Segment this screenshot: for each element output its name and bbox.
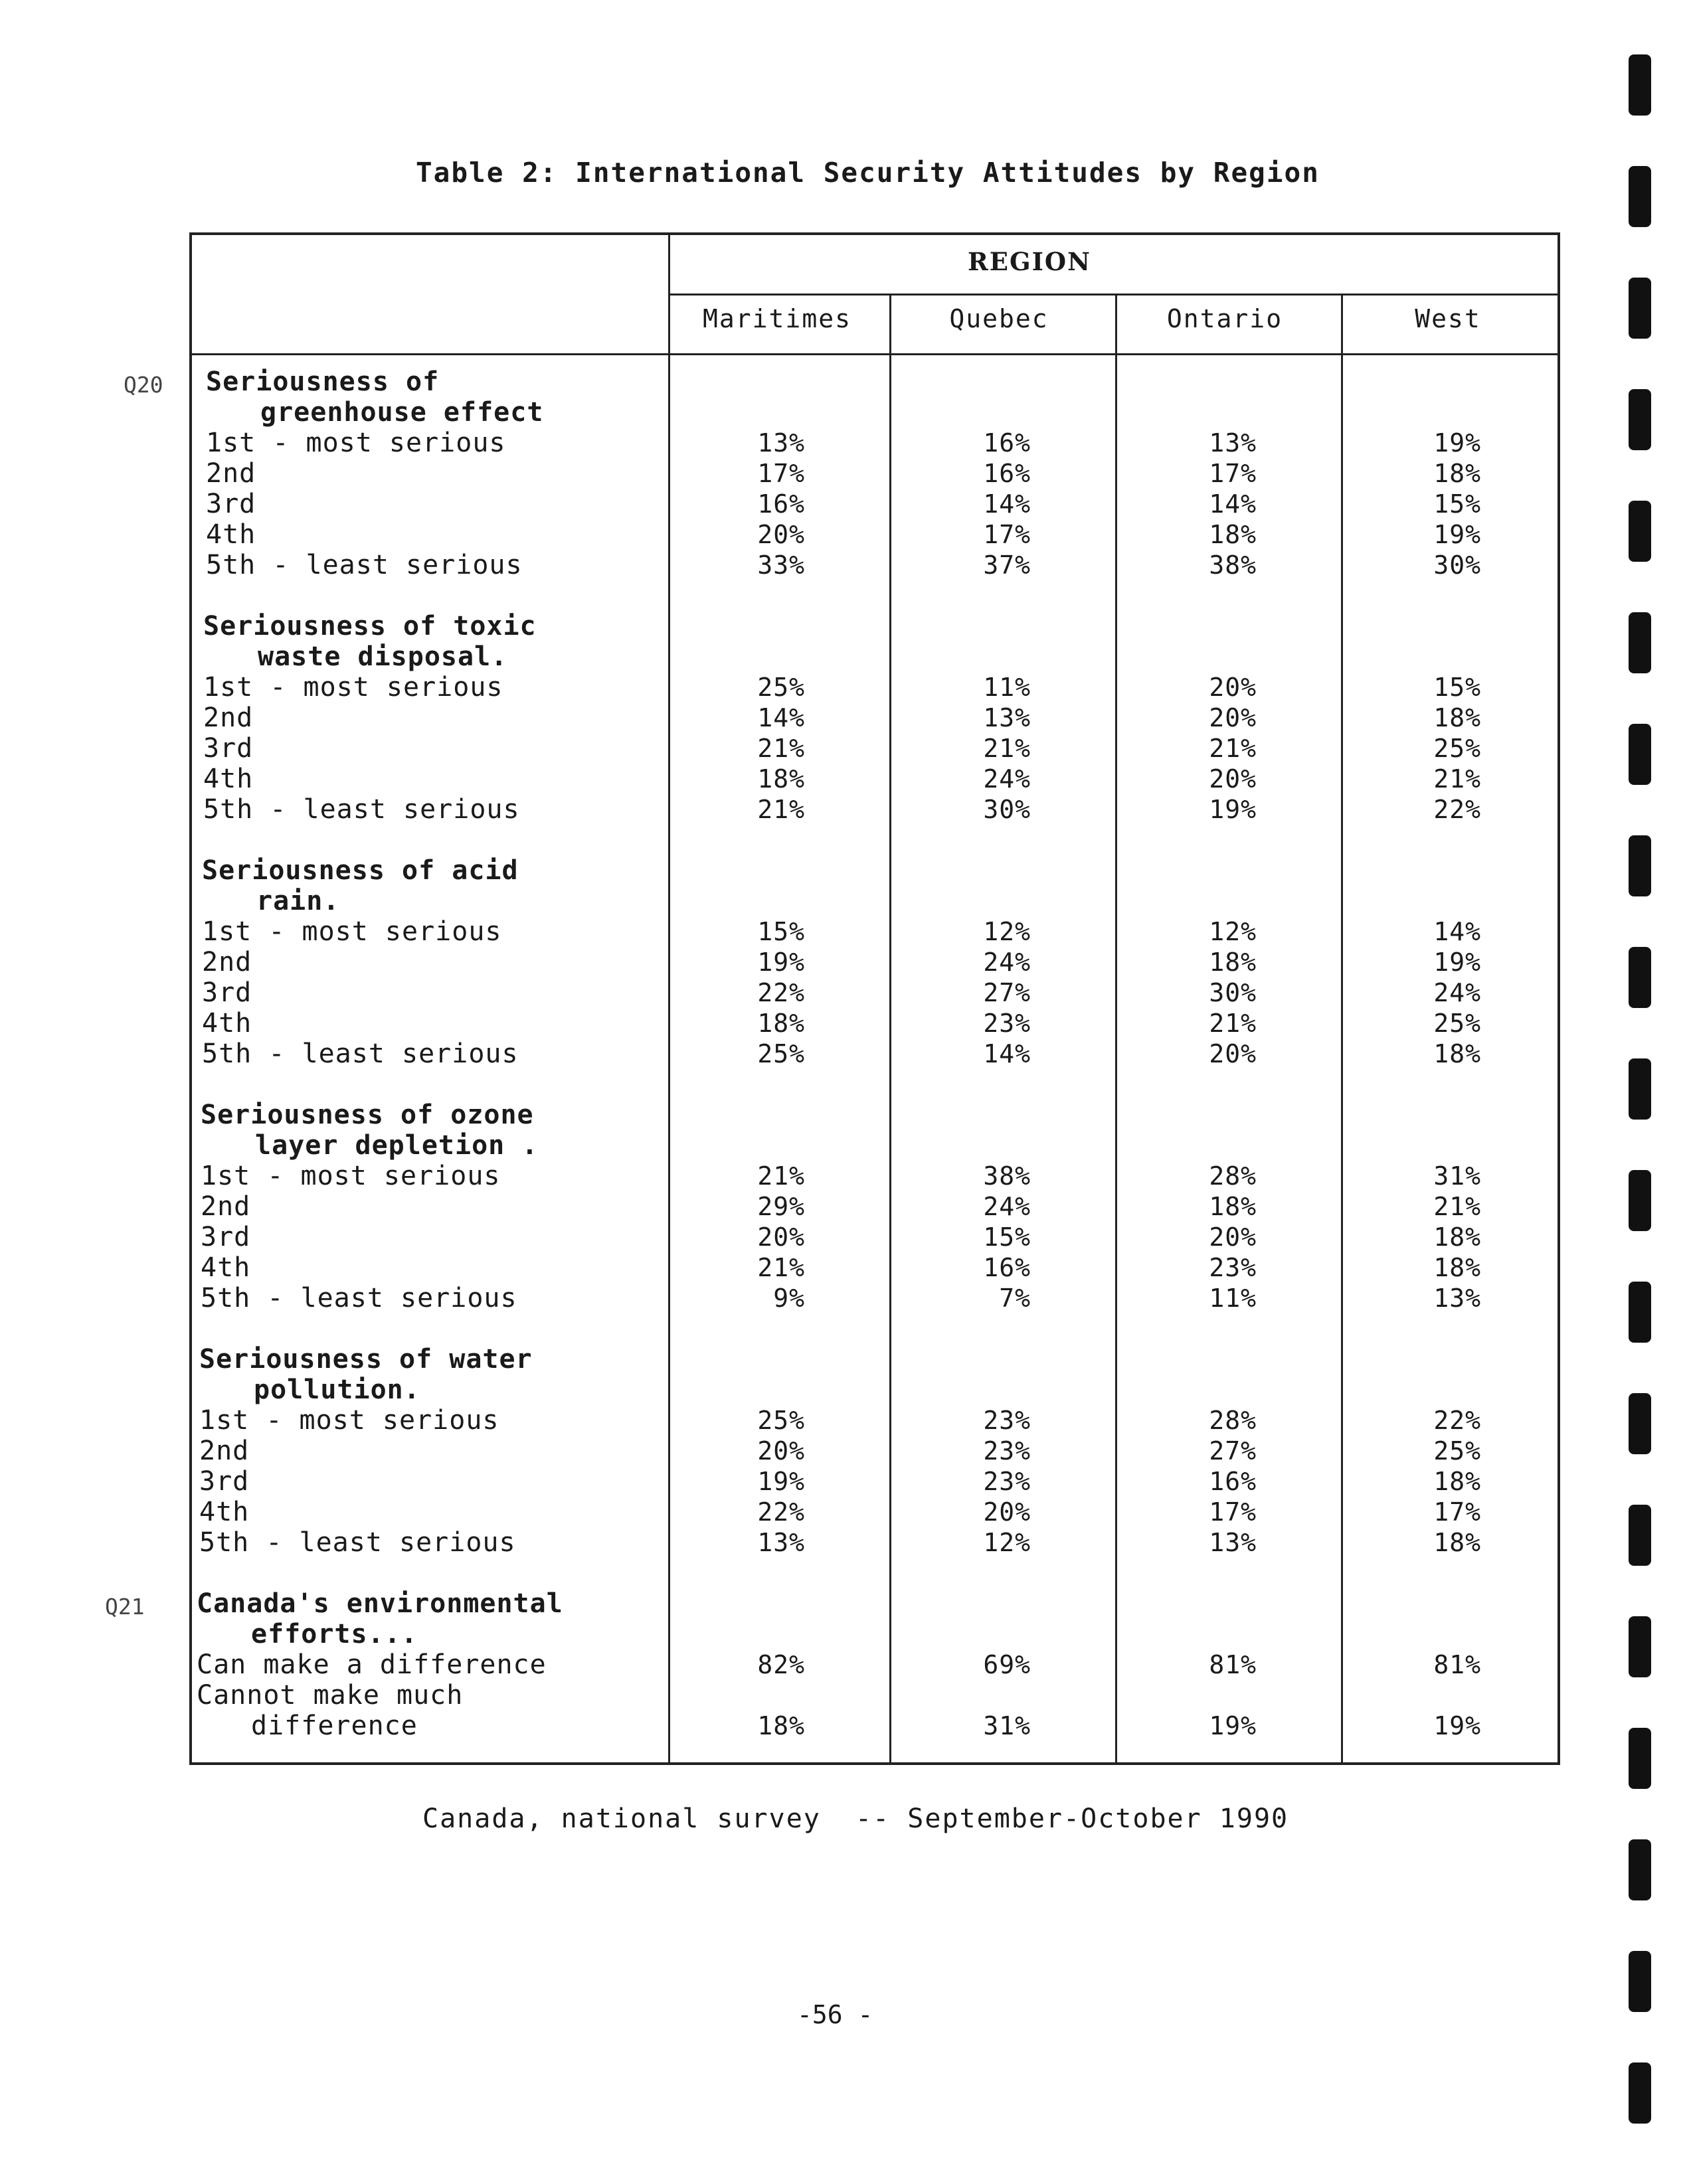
row-label: 2nd bbox=[206, 458, 256, 489]
table-cell-ontario: 20% bbox=[1209, 1039, 1257, 1068]
table-cell-quebec: 16% bbox=[983, 1253, 1031, 1282]
section-heading-continued: efforts... bbox=[251, 1619, 418, 1649]
table-cell-west: 22% bbox=[1433, 795, 1481, 824]
table-cell-maritimes: 21% bbox=[757, 734, 805, 763]
col-divider-2 bbox=[1115, 294, 1117, 1762]
row-label: Cannot make much bbox=[197, 1680, 464, 1711]
question-code: Q21 bbox=[105, 1594, 145, 1620]
table-cell-ontario: 21% bbox=[1209, 1009, 1257, 1038]
table-cell-quebec: 37% bbox=[983, 550, 1031, 580]
region-group-header: REGION bbox=[968, 247, 1091, 276]
table-cell-maritimes: 14% bbox=[757, 703, 805, 732]
table-cell-west: 24% bbox=[1433, 978, 1481, 1007]
table-cell-quebec: 69% bbox=[983, 1650, 1031, 1679]
table-cell-maritimes: 22% bbox=[757, 1497, 805, 1527]
column-header-west: West bbox=[1415, 304, 1481, 333]
table-cell-quebec: 30% bbox=[983, 795, 1031, 824]
table-cell-west: 21% bbox=[1433, 764, 1481, 794]
table-cell-maritimes: 13% bbox=[757, 1528, 805, 1557]
row-header-divider bbox=[668, 235, 670, 1762]
section-heading: Seriousness of acid bbox=[202, 855, 519, 886]
row-label: 4th bbox=[199, 1497, 250, 1527]
table-cell-maritimes: 17% bbox=[757, 459, 805, 488]
binder-hole-mark bbox=[1629, 389, 1651, 450]
table-cell-quebec: 24% bbox=[983, 1192, 1031, 1221]
table-cell-ontario: 17% bbox=[1209, 459, 1257, 488]
table-cell-west: 18% bbox=[1433, 1039, 1481, 1068]
row-label: 4th bbox=[201, 1252, 251, 1283]
table-cell-maritimes: 18% bbox=[757, 764, 805, 794]
table-cell-maritimes: 19% bbox=[757, 948, 805, 977]
binder-hole-mark bbox=[1629, 1393, 1651, 1454]
table-cell-ontario: 81% bbox=[1209, 1650, 1257, 1679]
table-cell-west: 25% bbox=[1433, 1436, 1481, 1466]
binder-hole-mark bbox=[1629, 1728, 1651, 1789]
section-heading-continued: layer depletion . bbox=[255, 1130, 539, 1161]
table-cell-west: 13% bbox=[1433, 1284, 1481, 1313]
table-cell-ontario: 20% bbox=[1209, 703, 1257, 732]
binder-hole-mark bbox=[1629, 166, 1651, 227]
row-label: 3rd bbox=[202, 977, 252, 1008]
table-cell-ontario: 11% bbox=[1209, 1284, 1257, 1313]
binder-hole-mark bbox=[1629, 612, 1651, 673]
table-cell-ontario: 17% bbox=[1209, 1497, 1257, 1527]
row-label: difference bbox=[251, 1711, 418, 1741]
table-cell-maritimes: 25% bbox=[757, 673, 805, 702]
table-cell-ontario: 21% bbox=[1209, 734, 1257, 763]
table-cell-west: 18% bbox=[1433, 1528, 1481, 1557]
table-cell-maritimes: 20% bbox=[757, 1436, 805, 1466]
table-cell-maritimes: 15% bbox=[757, 917, 805, 946]
binder-hole-mark bbox=[1629, 1170, 1651, 1231]
table-cell-quebec: 15% bbox=[983, 1222, 1031, 1252]
table-cell-quebec: 17% bbox=[983, 520, 1031, 549]
table-cell-quebec: 11% bbox=[983, 673, 1031, 702]
table-cell-west: 17% bbox=[1433, 1497, 1481, 1527]
table-cell-maritimes: 13% bbox=[757, 428, 805, 458]
table-cell-quebec: 16% bbox=[983, 428, 1031, 458]
table-cell-ontario: 16% bbox=[1209, 1467, 1257, 1496]
row-label: 4th bbox=[206, 519, 256, 550]
row-label: 5th - least serious bbox=[203, 794, 520, 825]
table-cell-west: 25% bbox=[1433, 1009, 1481, 1038]
table-cell-west: 19% bbox=[1433, 1711, 1481, 1740]
row-label: 4th bbox=[203, 764, 254, 794]
section-heading: Canada's environmental bbox=[197, 1588, 563, 1619]
table-cell-ontario: 23% bbox=[1209, 1253, 1257, 1282]
table-cell-ontario: 30% bbox=[1209, 978, 1257, 1007]
table-cell-ontario: 13% bbox=[1209, 1528, 1257, 1557]
table-cell-west: 15% bbox=[1433, 489, 1481, 519]
section-heading-continued: pollution. bbox=[254, 1375, 420, 1405]
table-cell-maritimes: 9% bbox=[773, 1284, 805, 1313]
table-cell-maritimes: 20% bbox=[757, 1222, 805, 1252]
table-cell-maritimes: 21% bbox=[757, 795, 805, 824]
table-cell-maritimes: 82% bbox=[757, 1650, 805, 1679]
column-header-ontario: Ontario bbox=[1166, 304, 1283, 333]
table-cell-quebec: 27% bbox=[983, 978, 1031, 1007]
question-code: Q20 bbox=[124, 372, 163, 398]
binder-hole-mark bbox=[1629, 1616, 1651, 1677]
table-cell-quebec: 7% bbox=[999, 1284, 1031, 1313]
table-cell-maritimes: 33% bbox=[757, 550, 805, 580]
table-cell-quebec: 31% bbox=[983, 1711, 1031, 1740]
row-label: 1st - most serious bbox=[206, 428, 506, 458]
section-heading: Seriousness of bbox=[206, 367, 440, 397]
table-cell-ontario: 28% bbox=[1209, 1406, 1257, 1435]
table-cell-quebec: 24% bbox=[983, 948, 1031, 977]
binder-hole-mark bbox=[1629, 501, 1651, 562]
row-label: 2nd bbox=[199, 1436, 250, 1466]
table-cell-west: 19% bbox=[1433, 520, 1481, 549]
row-label: 2nd bbox=[201, 1191, 251, 1222]
row-label: 1st - most serious bbox=[201, 1161, 501, 1191]
table-cell-west: 25% bbox=[1433, 734, 1481, 763]
table-cell-ontario: 13% bbox=[1209, 428, 1257, 458]
row-label: 5th - least serious bbox=[202, 1039, 519, 1069]
section-heading: Seriousness of toxic bbox=[203, 611, 537, 641]
table-cell-maritimes: 29% bbox=[757, 1192, 805, 1221]
column-header-maritimes: Maritimes bbox=[703, 304, 851, 333]
table-cell-ontario: 18% bbox=[1209, 948, 1257, 977]
header-rule bbox=[192, 353, 1558, 355]
table-cell-quebec: 12% bbox=[983, 917, 1031, 946]
table-cell-ontario: 19% bbox=[1209, 795, 1257, 824]
table-cell-ontario: 27% bbox=[1209, 1436, 1257, 1466]
row-label: 3rd bbox=[201, 1222, 251, 1252]
table-cell-maritimes: 25% bbox=[757, 1039, 805, 1068]
table-cell-maritimes: 25% bbox=[757, 1406, 805, 1435]
table-cell-maritimes: 21% bbox=[757, 1161, 805, 1191]
group-header-rule bbox=[668, 294, 1558, 295]
table-cell-maritimes: 20% bbox=[757, 520, 805, 549]
table-cell-quebec: 21% bbox=[983, 734, 1031, 763]
table-cell-west: 18% bbox=[1433, 703, 1481, 732]
table-cell-quebec: 24% bbox=[983, 764, 1031, 794]
row-label: 3rd bbox=[206, 489, 256, 519]
binder-hole-mark bbox=[1629, 1839, 1651, 1900]
table-cell-west: 18% bbox=[1433, 1467, 1481, 1496]
table-cell-ontario: 12% bbox=[1209, 917, 1257, 946]
binder-hole-mark bbox=[1629, 1282, 1651, 1343]
table-cell-maritimes: 16% bbox=[757, 489, 805, 519]
table-cell-maritimes: 21% bbox=[757, 1253, 805, 1282]
section-heading: Seriousness of water bbox=[199, 1344, 533, 1375]
binder-hole-mark bbox=[1629, 724, 1651, 785]
binder-hole-mark bbox=[1629, 2062, 1651, 2124]
binder-hole-mark bbox=[1629, 1505, 1651, 1566]
row-label: Can make a difference bbox=[197, 1649, 547, 1680]
table-cell-quebec: 14% bbox=[983, 1039, 1031, 1068]
table-cell-quebec: 13% bbox=[983, 703, 1031, 732]
table-cell-maritimes: 22% bbox=[757, 978, 805, 1007]
row-label: 2nd bbox=[203, 703, 254, 733]
section-heading-continued: greenhouse effect bbox=[260, 397, 544, 428]
table-cell-west: 81% bbox=[1433, 1650, 1481, 1679]
binder-hole-mark bbox=[1629, 1951, 1651, 2012]
table-cell-ontario: 18% bbox=[1209, 520, 1257, 549]
row-label: 5th - least serious bbox=[199, 1527, 516, 1558]
row-label: 1st - most serious bbox=[199, 1405, 499, 1436]
table-cell-ontario: 20% bbox=[1209, 1222, 1257, 1252]
row-label: 3rd bbox=[199, 1466, 250, 1497]
binder-hole-mark bbox=[1629, 947, 1651, 1008]
row-label: 1st - most serious bbox=[202, 916, 502, 947]
table-cell-west: 19% bbox=[1433, 948, 1481, 977]
table-cell-quebec: 16% bbox=[983, 459, 1031, 488]
table-cell-west: 21% bbox=[1433, 1192, 1481, 1221]
table-cell-west: 18% bbox=[1433, 1222, 1481, 1252]
table-cell-ontario: 20% bbox=[1209, 673, 1257, 702]
table-cell-quebec: 14% bbox=[983, 489, 1031, 519]
table-cell-quebec: 12% bbox=[983, 1528, 1031, 1557]
section-heading-continued: rain. bbox=[256, 886, 340, 916]
page-number: -56 - bbox=[797, 2000, 873, 2029]
table-cell-ontario: 28% bbox=[1209, 1161, 1257, 1191]
row-label: 5th - least serious bbox=[201, 1283, 517, 1313]
binder-hole-mark bbox=[1629, 278, 1651, 339]
table-title: Table 2: International Security Attitudes by Region bbox=[416, 157, 1320, 189]
row-label: 2nd bbox=[202, 947, 252, 977]
table-cell-ontario: 20% bbox=[1209, 764, 1257, 794]
table-cell-quebec: 38% bbox=[983, 1161, 1031, 1191]
row-label: 1st - most serious bbox=[203, 672, 503, 703]
row-label: 5th - least serious bbox=[206, 550, 523, 580]
table-cell-west: 19% bbox=[1433, 428, 1481, 458]
binder-hole-mark bbox=[1629, 1058, 1651, 1120]
binder-hole-mark bbox=[1629, 835, 1651, 896]
table-cell-quebec: 23% bbox=[983, 1467, 1031, 1496]
section-heading-continued: waste disposal. bbox=[258, 641, 508, 672]
table-cell-maritimes: 18% bbox=[757, 1009, 805, 1038]
table-cell-quebec: 20% bbox=[983, 1497, 1031, 1527]
table-cell-west: 14% bbox=[1433, 917, 1481, 946]
table-cell-quebec: 23% bbox=[983, 1406, 1031, 1435]
table-cell-maritimes: 19% bbox=[757, 1467, 805, 1496]
table-cell-west: 18% bbox=[1433, 1253, 1481, 1282]
column-header-quebec: Quebec bbox=[949, 304, 1049, 333]
table-cell-ontario: 18% bbox=[1209, 1192, 1257, 1221]
col-divider-1 bbox=[889, 294, 891, 1762]
table-cell-ontario: 14% bbox=[1209, 489, 1257, 519]
table-cell-west: 18% bbox=[1433, 459, 1481, 488]
table-cell-quebec: 23% bbox=[983, 1436, 1031, 1466]
survey-footer: Canada, national survey -- September-October 1990 bbox=[422, 1804, 1289, 1834]
binder-hole-mark bbox=[1629, 54, 1651, 116]
table-cell-ontario: 38% bbox=[1209, 550, 1257, 580]
table-cell-west: 30% bbox=[1433, 550, 1481, 580]
row-label: 3rd bbox=[203, 733, 254, 764]
table-cell-maritimes: 18% bbox=[757, 1711, 805, 1740]
table-cell-west: 15% bbox=[1433, 673, 1481, 702]
col-divider-3 bbox=[1341, 294, 1343, 1762]
table-cell-west: 22% bbox=[1433, 1406, 1481, 1435]
row-label: 4th bbox=[202, 1008, 252, 1039]
table-cell-west: 31% bbox=[1433, 1161, 1481, 1191]
section-heading: Seriousness of ozone bbox=[201, 1100, 534, 1130]
table-cell-ontario: 19% bbox=[1209, 1711, 1257, 1740]
table-cell-quebec: 23% bbox=[983, 1009, 1031, 1038]
